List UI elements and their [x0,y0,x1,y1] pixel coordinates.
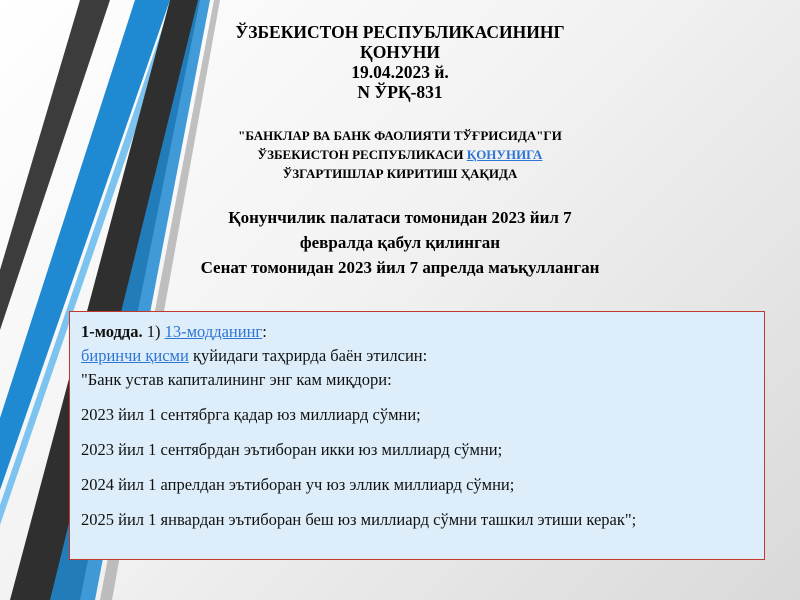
article-paragraph: 2023 йил 1 сентябрга қадар юз миллиард сўмни; [81,405,421,424]
subject-line-2 [120,145,680,164]
article-box [69,311,765,560]
document-header [120,22,680,280]
subject-line-2-text: ЎЗБЕКИСТОН РЕСПУБЛИКАСИ [257,147,467,162]
item-colon: : [262,322,267,341]
article-label: 1-модда. [81,322,143,341]
first-part-link[interactable]: биринчи қисми [81,346,189,365]
law-number: N ЎРҚ-831 [357,82,443,102]
adoption-block [120,205,680,280]
subject-line-1: "БАНКЛАР ВА БАНК ФАОЛИЯТИ ТЎҒРИСИДА"ГИ [238,128,562,143]
article-paragraph: 2025 йил 1 январдан эътиборан беш юз миллиард сўмни ташкил этиши керак"; [81,510,637,529]
article-13-link[interactable]: 13-модданинг [164,322,263,341]
quote-intro: "Банк устав капиталининг энг кам миқдори: [81,370,392,389]
item-number: 1) [142,322,165,341]
article-heading-line [81,320,754,344]
law-title-block [120,22,680,102]
law-country-line: ЎЗБЕКИСТОН РЕСПУБЛИКАСИНИНГ [235,22,565,42]
law-kind: ҚОНУНИ [360,42,440,62]
article-paragraph: 2023 йил 1 сентябрдан эътиборан икки юз миллиард сўмни; [81,440,503,459]
part-text: қуйидаги таҳрирда баён этилсин: [188,346,428,365]
adoption-line-3: Сенат томонидан 2023 йил 7 апрелда маъқулланган [200,258,600,277]
adoption-line-2: февралда қабул қилинган [299,233,501,252]
law-link[interactable]: ҚОНУНИГА [466,147,543,162]
article-paragraph: 2024 йил 1 апрелдан эътиборан уч юз эллик миллиард сўмни; [81,475,515,494]
part-line [81,344,754,368]
adoption-line-1: Қонунчилик палатаси томонидан 2023 йил 7 [228,208,572,227]
law-subject-block [120,126,680,183]
law-date: 19.04.2023 й. [351,62,449,82]
subject-line-3: ЎЗГАРТИШЛАР КИРИТИШ ҲАҚИДА [282,166,518,181]
